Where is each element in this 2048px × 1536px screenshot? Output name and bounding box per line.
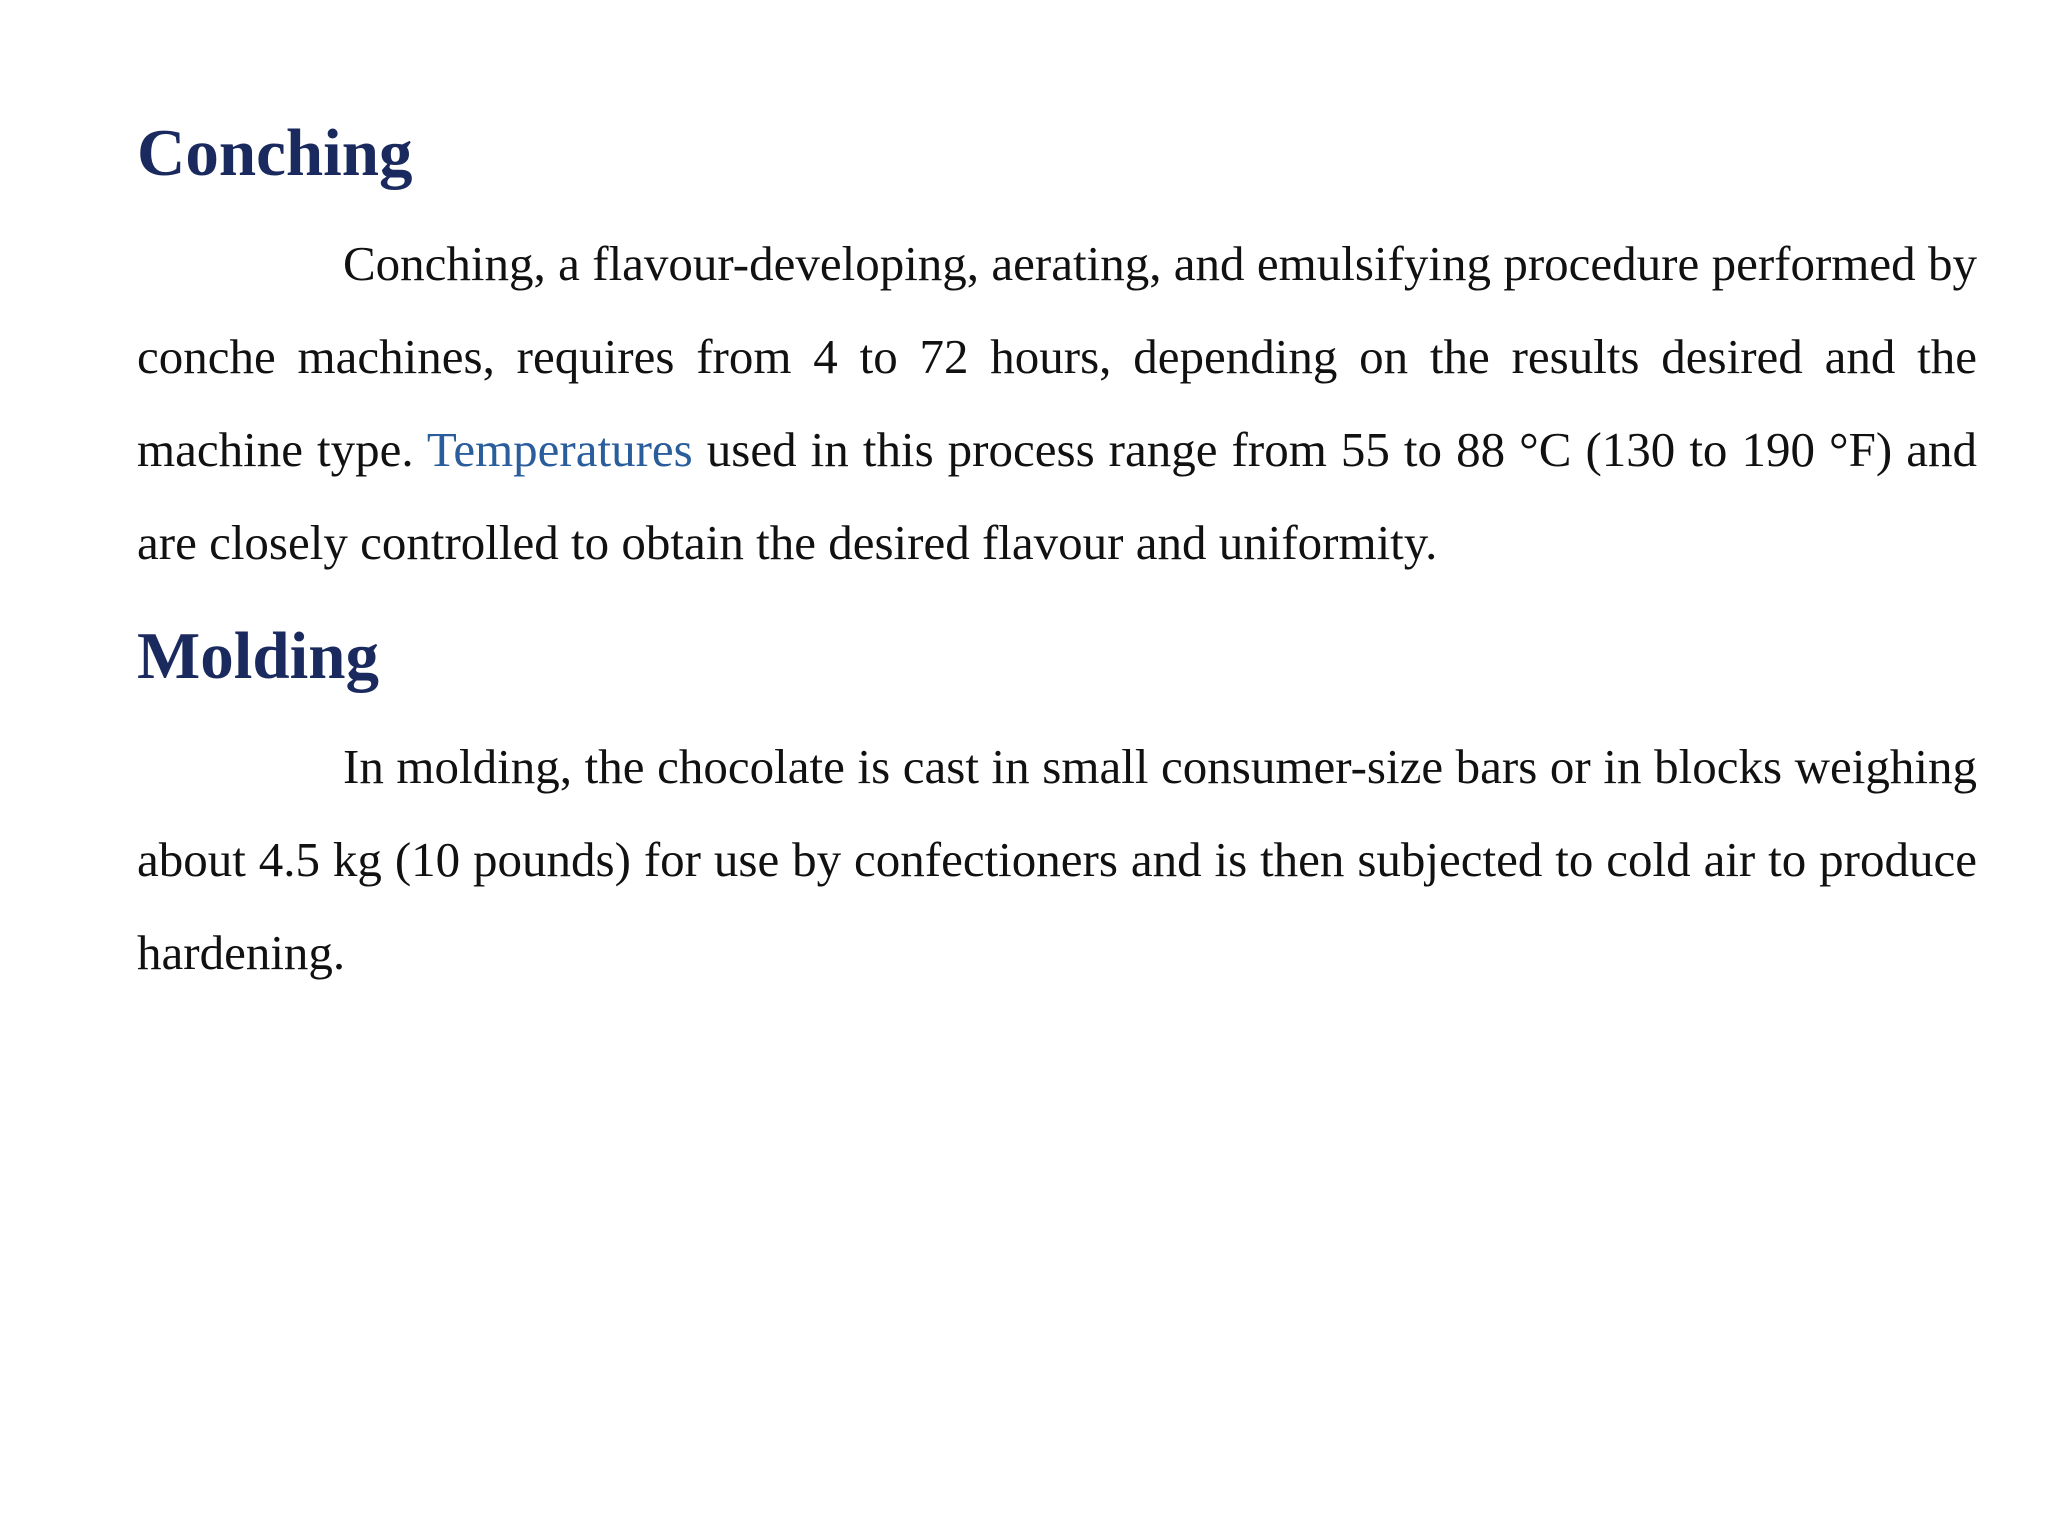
section-heading-conching: Conching — [137, 116, 413, 190]
conching-paragraph — [137, 217, 1977, 589]
document-page — [137, 100, 1977, 999]
section-heading-molding: Molding — [137, 619, 379, 693]
conching-text-after-link: used in this process range from 55 to 88 °C (130 to 190 °F) and are closely controlled to obtain the desired flavour and uniformity. — [137, 422, 1978, 570]
conching-text-before-link: Conching, a flavour-developing, aerating, and emulsifying procedure performed by conche machines, requires from 4 to 72 hours, depending on the results desired and the machine type. — [137, 236, 1977, 477]
temperatures-link[interactable]: Temperatures — [426, 422, 693, 477]
molding-paragraph: In molding, the chocolate is cast in small consumer-size bars or in blocks weighing about 4.5 kg (10 pounds) for use by confectioners and is then subjected to cold air to produce hardening. — [137, 739, 1977, 980]
